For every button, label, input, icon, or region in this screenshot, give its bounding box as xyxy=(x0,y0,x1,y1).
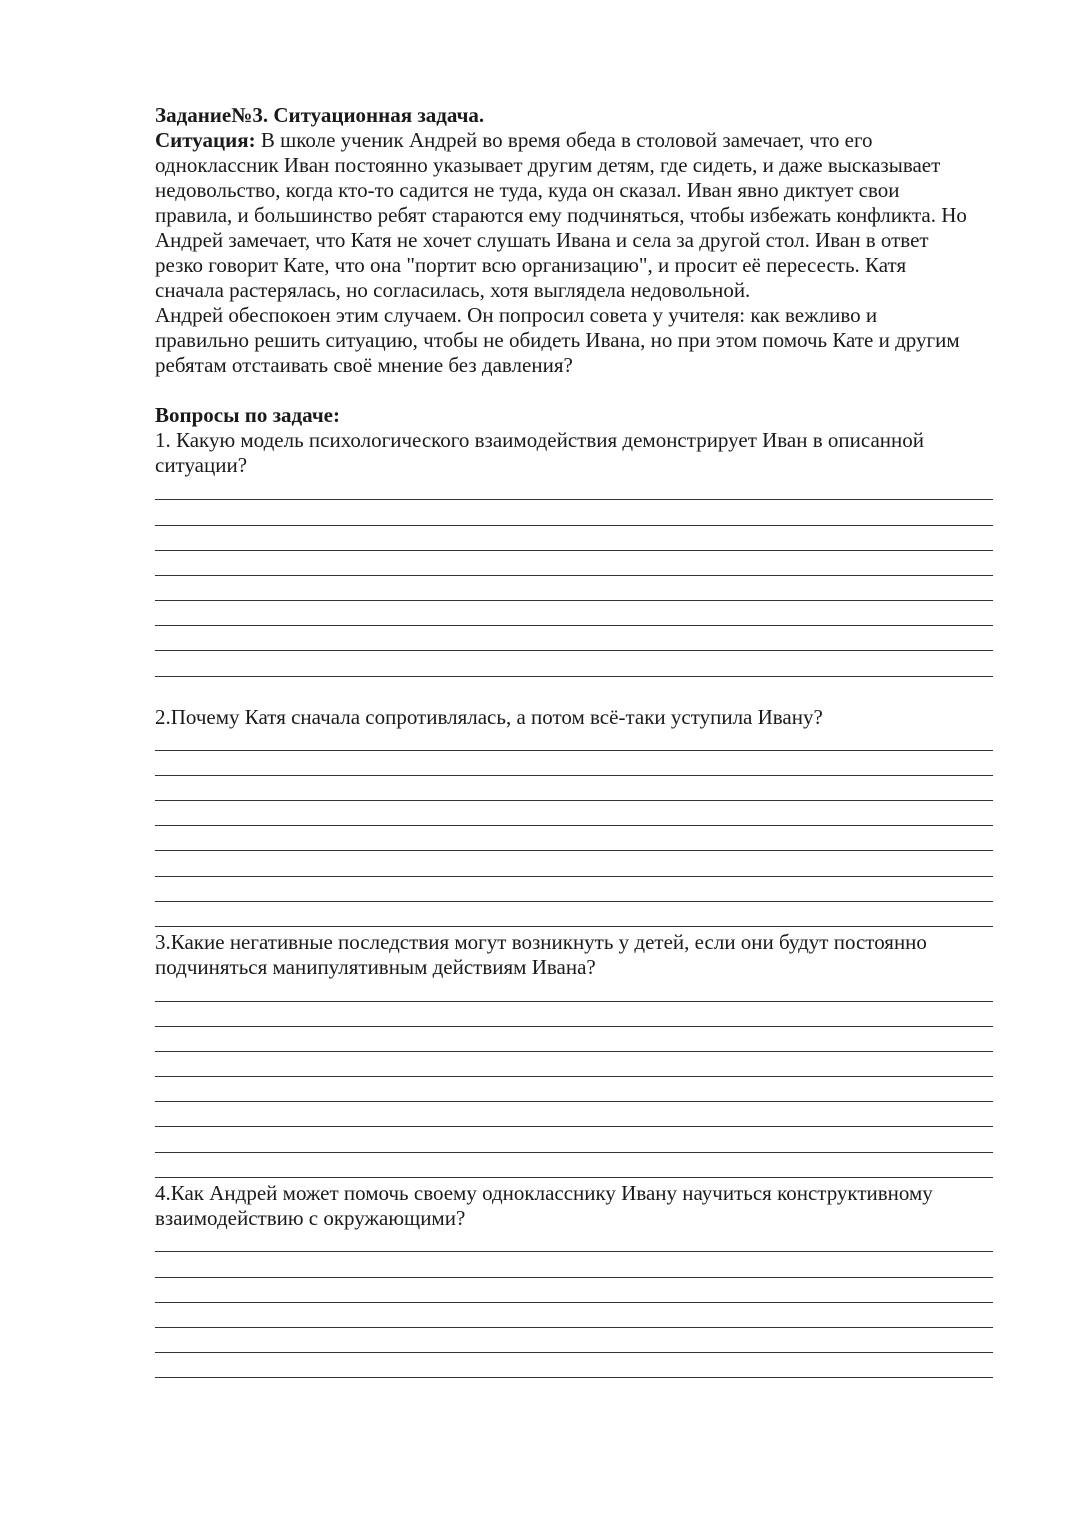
question-3-line-1: 3.Какие негативные последствия могут возникнуть у детей, если они будут постоянно xyxy=(155,930,927,954)
question-1-line-1: 1. Какую модель психологического взаимодействия демонстрирует Иван в описанной xyxy=(155,428,924,452)
question-3 xyxy=(155,930,995,980)
answer-line[interactable] xyxy=(155,1277,993,1278)
question-4-line-1: 4.Как Андрей может помочь своему однокласснику Ивану научиться конструктивному xyxy=(155,1181,933,1205)
answer-line[interactable] xyxy=(155,850,993,851)
answer-line[interactable] xyxy=(155,1101,993,1102)
answer-line[interactable] xyxy=(155,550,993,551)
situation-line-4: правила, и большинство ребят стараются ему подчиняться, чтобы избежать конфликта. Но xyxy=(155,203,967,227)
answer-line[interactable] xyxy=(155,926,993,927)
answer-line[interactable] xyxy=(155,1152,993,1153)
question-1-line-2: ситуации? xyxy=(155,453,248,477)
answer-line[interactable] xyxy=(155,1352,993,1353)
answer-line[interactable] xyxy=(155,1001,993,1002)
situation-line-2: одноклассник Иван постоянно указывает другим детям, где сидеть, и даже высказывает xyxy=(155,153,941,177)
answer-line[interactable] xyxy=(155,1076,993,1077)
answer-line[interactable] xyxy=(155,1051,993,1052)
answer-line[interactable] xyxy=(155,600,993,601)
situation-line-6: резко говорит Кате, что она "портит всю организацию", и просит её пересесть. Катя xyxy=(155,253,907,277)
answer-line[interactable] xyxy=(155,876,993,877)
situation-line-1 xyxy=(155,128,995,153)
question-2 xyxy=(155,705,995,730)
answer-line[interactable] xyxy=(155,1126,993,1127)
question-3-line-2: подчиняться манипулятивным действиям Ивана? xyxy=(155,955,596,979)
answer-line[interactable] xyxy=(155,499,993,500)
question-4-line-2: взаимодействию с окружающими? xyxy=(155,1206,466,1230)
answer-line[interactable] xyxy=(155,750,993,751)
answer-line[interactable] xyxy=(155,825,993,826)
answer-line[interactable] xyxy=(155,800,993,801)
situation-line-9: правильно решить ситуацию, чтобы не обидеть Ивана, но при этом помочь Кате и другим xyxy=(155,328,960,352)
answer-line[interactable] xyxy=(155,1377,993,1378)
situation-line-7: сначала растерялась, но согласилась, хотя выглядела недовольной. xyxy=(155,278,751,302)
task-block xyxy=(155,103,995,428)
situation-line-3: недовольство, когда кто-то садится не туда, куда он сказал. Иван явно диктует свои xyxy=(155,178,900,202)
questions-heading: Вопросы по задаче: xyxy=(155,403,340,427)
situation-line-8: Андрей обеспокоен этим случаем. Он попросил совета у учителя: как вежливо и xyxy=(155,303,878,327)
answer-line[interactable] xyxy=(155,1177,993,1178)
question-1 xyxy=(155,428,995,478)
situation-line-5: Андрей замечает, что Катя не хочет слушать Ивана и села за другой стол. Иван в ответ xyxy=(155,228,929,252)
situation-line-10: ребятам отстаивать своё мнение без давления? xyxy=(155,353,573,377)
answer-line[interactable] xyxy=(155,1026,993,1027)
answer-line[interactable] xyxy=(155,676,993,677)
answer-line[interactable] xyxy=(155,650,993,651)
situation-text-1: В школе ученик Андрей во время обеда в столовой замечает, что его xyxy=(255,128,873,152)
situation-label: Ситуация: xyxy=(155,128,256,152)
answer-line[interactable] xyxy=(155,1302,993,1303)
question-4 xyxy=(155,1181,995,1231)
task-title: Задание№3. Ситуационная задача. xyxy=(155,103,485,127)
answer-line[interactable] xyxy=(155,1251,993,1252)
answer-line[interactable] xyxy=(155,901,993,902)
answer-line[interactable] xyxy=(155,1327,993,1328)
answer-line[interactable] xyxy=(155,525,993,526)
answer-line[interactable] xyxy=(155,775,993,776)
answer-line[interactable] xyxy=(155,625,993,626)
answer-line[interactable] xyxy=(155,575,993,576)
question-2-line-1: 2.Почему Катя сначала сопротивлялась, а потом всё-таки уступила Ивану? xyxy=(155,705,823,729)
